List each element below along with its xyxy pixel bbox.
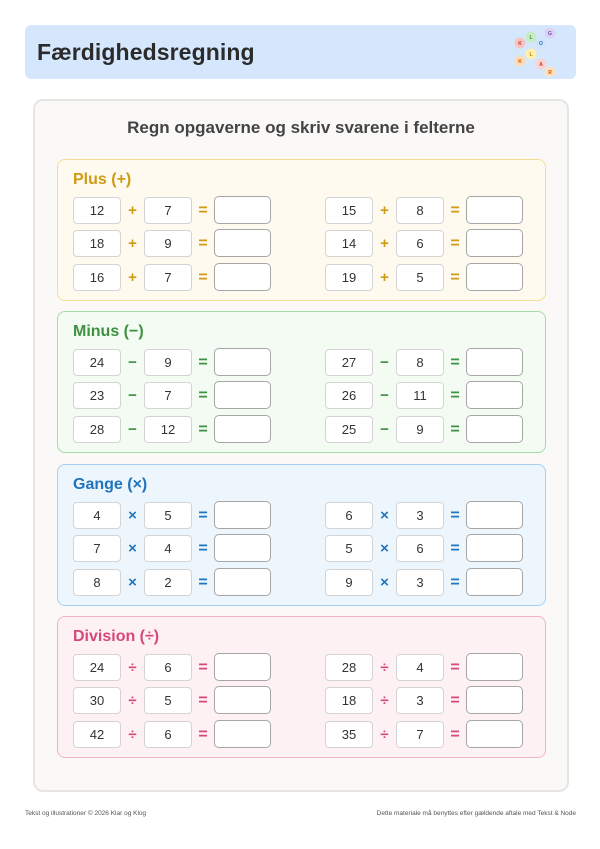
equals-sign: =	[450, 692, 460, 709]
logo-letter: R	[548, 70, 552, 76]
operator-sign: −	[128, 421, 137, 438]
equals-sign: =	[450, 726, 460, 743]
multiplication-section	[57, 464, 546, 606]
operand-a: 14	[325, 230, 373, 257]
operator-sign: ÷	[380, 692, 389, 709]
logo-letter: K	[518, 59, 522, 65]
logo-letter: G	[548, 31, 552, 37]
operator-sign: −	[128, 387, 137, 404]
minus-section	[57, 311, 546, 453]
math-problem	[73, 654, 273, 682]
operand-a: 28	[73, 416, 121, 443]
math-problem	[73, 535, 273, 563]
answer-box[interactable]	[214, 686, 271, 714]
math-problem	[73, 721, 273, 749]
math-problem	[73, 349, 273, 377]
operand-b: 4	[396, 654, 444, 681]
math-problem	[73, 230, 273, 258]
operand-b: 12	[144, 416, 192, 443]
equals-sign: =	[198, 726, 208, 743]
math-problem	[73, 264, 273, 292]
operand-b: 3	[396, 569, 444, 596]
operand-a: 16	[73, 264, 121, 291]
operator-sign: ×	[380, 507, 389, 524]
answer-box[interactable]	[214, 229, 271, 257]
operand-a: 35	[325, 721, 373, 748]
math-problem	[325, 382, 525, 410]
operand-b: 3	[396, 687, 444, 714]
operand-b: 4	[144, 535, 192, 562]
equals-sign: =	[198, 202, 208, 219]
math-problem	[325, 569, 525, 597]
answer-box[interactable]	[466, 263, 523, 291]
operator-sign: ×	[380, 540, 389, 557]
answer-box[interactable]	[466, 686, 523, 714]
operand-a: 12	[73, 197, 121, 224]
answer-box[interactable]	[214, 348, 271, 376]
division-section	[57, 616, 546, 758]
equals-sign: =	[198, 421, 208, 438]
operator-sign: ÷	[128, 726, 137, 743]
operand-a: 27	[325, 349, 373, 376]
operator-sign: ×	[128, 574, 137, 591]
operator-sign: ×	[380, 574, 389, 591]
math-problem	[73, 502, 273, 530]
section-title: Minus (−)	[73, 323, 144, 340]
equals-sign: =	[450, 574, 460, 591]
answer-box[interactable]	[214, 653, 271, 681]
equals-sign: =	[198, 574, 208, 591]
answer-box[interactable]	[466, 196, 523, 224]
equals-sign: =	[198, 387, 208, 404]
operand-a: 7	[73, 535, 121, 562]
answer-box[interactable]	[466, 415, 523, 443]
operand-a: 24	[73, 654, 121, 681]
equals-sign: =	[198, 692, 208, 709]
answer-box[interactable]	[214, 381, 271, 409]
answer-box[interactable]	[466, 229, 523, 257]
operand-b: 6	[144, 654, 192, 681]
answer-box[interactable]	[466, 501, 523, 529]
equals-sign: =	[198, 235, 208, 252]
operand-a: 28	[325, 654, 373, 681]
operator-sign: +	[128, 235, 137, 252]
answer-box[interactable]	[214, 415, 271, 443]
equals-sign: =	[450, 387, 460, 404]
operand-b: 11	[396, 382, 444, 409]
operand-a: 25	[325, 416, 373, 443]
math-problem	[73, 416, 273, 444]
operand-a: 23	[73, 382, 121, 409]
logo-letter: K	[518, 41, 522, 47]
footer-license: Dette materiale må benyttes efter gældende aftale med Tekst & Node	[376, 810, 576, 817]
answer-box[interactable]	[466, 534, 523, 562]
operand-b: 9	[396, 416, 444, 443]
operator-sign: −	[380, 421, 389, 438]
math-problem	[325, 197, 525, 225]
operand-a: 4	[73, 502, 121, 529]
operand-b: 8	[396, 349, 444, 376]
footer-copyright: Tekst og illustrationer © 2026 Klar og Klog	[25, 810, 147, 817]
operand-a: 15	[325, 197, 373, 224]
section-title: Division (÷)	[73, 628, 160, 645]
operand-b: 7	[144, 197, 192, 224]
logo-letter: O	[539, 41, 543, 47]
operand-b: 6	[396, 535, 444, 562]
answer-box[interactable]	[466, 720, 523, 748]
worksheet	[33, 99, 569, 792]
operand-b: 5	[144, 502, 192, 529]
operand-a: 6	[325, 502, 373, 529]
page-title: Færdighedsregning	[37, 39, 255, 65]
operand-a: 26	[325, 382, 373, 409]
equals-sign: =	[450, 269, 460, 286]
operator-sign: ÷	[380, 659, 389, 676]
operator-sign: −	[380, 354, 389, 371]
operand-a: 30	[73, 687, 121, 714]
operator-sign: −	[380, 387, 389, 404]
equals-sign: =	[198, 507, 208, 524]
equals-sign: =	[450, 202, 460, 219]
section-title: Plus (+)	[73, 171, 132, 188]
operand-a: 18	[325, 687, 373, 714]
operand-b: 2	[144, 569, 192, 596]
equals-sign: =	[198, 354, 208, 371]
math-problem	[325, 349, 525, 377]
answer-box[interactable]	[466, 381, 523, 409]
equals-sign: =	[450, 421, 460, 438]
page-header	[25, 25, 576, 79]
answer-box[interactable]	[214, 196, 271, 224]
math-problem	[73, 687, 273, 715]
operator-sign: ×	[128, 507, 137, 524]
equals-sign: =	[450, 540, 460, 557]
answer-box[interactable]	[214, 568, 271, 596]
section-title: Gange (×)	[73, 476, 148, 493]
logo-letter: L	[529, 52, 533, 58]
answer-box[interactable]	[466, 568, 523, 596]
operand-b: 7	[396, 721, 444, 748]
operand-b: 5	[144, 687, 192, 714]
operator-sign: ÷	[380, 726, 389, 743]
operand-b: 5	[396, 264, 444, 291]
operand-a: 5	[325, 535, 373, 562]
math-problem	[73, 382, 273, 410]
operand-b: 6	[396, 230, 444, 257]
equals-sign: =	[198, 269, 208, 286]
operand-a: 42	[73, 721, 121, 748]
operand-b: 7	[144, 382, 192, 409]
operand-b: 6	[144, 721, 192, 748]
operand-a: 9	[325, 569, 373, 596]
equals-sign: =	[450, 354, 460, 371]
operator-sign: +	[380, 202, 389, 219]
equals-sign: =	[450, 659, 460, 676]
math-problem	[325, 230, 525, 258]
operator-sign: +	[128, 269, 137, 286]
math-problem	[325, 687, 525, 715]
math-problem	[325, 535, 525, 563]
operand-b: 3	[396, 502, 444, 529]
answer-box[interactable]	[466, 653, 523, 681]
operator-sign: +	[380, 269, 389, 286]
math-problem	[325, 654, 525, 682]
math-problem	[73, 569, 273, 597]
equals-sign: =	[450, 235, 460, 252]
math-problem	[325, 721, 525, 749]
instruction-heading: Regn opgaverne og skriv svarene i felterne	[127, 118, 475, 137]
operator-sign: ×	[128, 540, 137, 557]
equals-sign: =	[198, 540, 208, 557]
logo-letter: L	[529, 35, 533, 41]
operand-b: 7	[144, 264, 192, 291]
answer-box[interactable]	[214, 501, 271, 529]
equals-sign: =	[198, 659, 208, 676]
klar-og-klog-logo	[510, 28, 558, 76]
operand-b: 9	[144, 349, 192, 376]
operator-sign: ÷	[128, 692, 137, 709]
math-problem	[325, 416, 525, 444]
operator-sign: +	[128, 202, 137, 219]
operand-b: 9	[144, 230, 192, 257]
answer-box[interactable]	[214, 720, 271, 748]
operand-a: 18	[73, 230, 121, 257]
equals-sign: =	[450, 507, 460, 524]
answer-box[interactable]	[214, 263, 271, 291]
logo-letter: A	[539, 62, 543, 68]
operator-sign: +	[380, 235, 389, 252]
operand-a: 8	[73, 569, 121, 596]
math-problem	[73, 197, 273, 225]
operator-sign: −	[128, 354, 137, 371]
plus-section	[57, 159, 546, 301]
operand-b: 8	[396, 197, 444, 224]
operand-a: 24	[73, 349, 121, 376]
operator-sign: ÷	[128, 659, 137, 676]
operand-a: 19	[325, 264, 373, 291]
math-problem	[325, 264, 525, 292]
answer-box[interactable]	[214, 534, 271, 562]
math-problem	[325, 502, 525, 530]
answer-box[interactable]	[466, 348, 523, 376]
